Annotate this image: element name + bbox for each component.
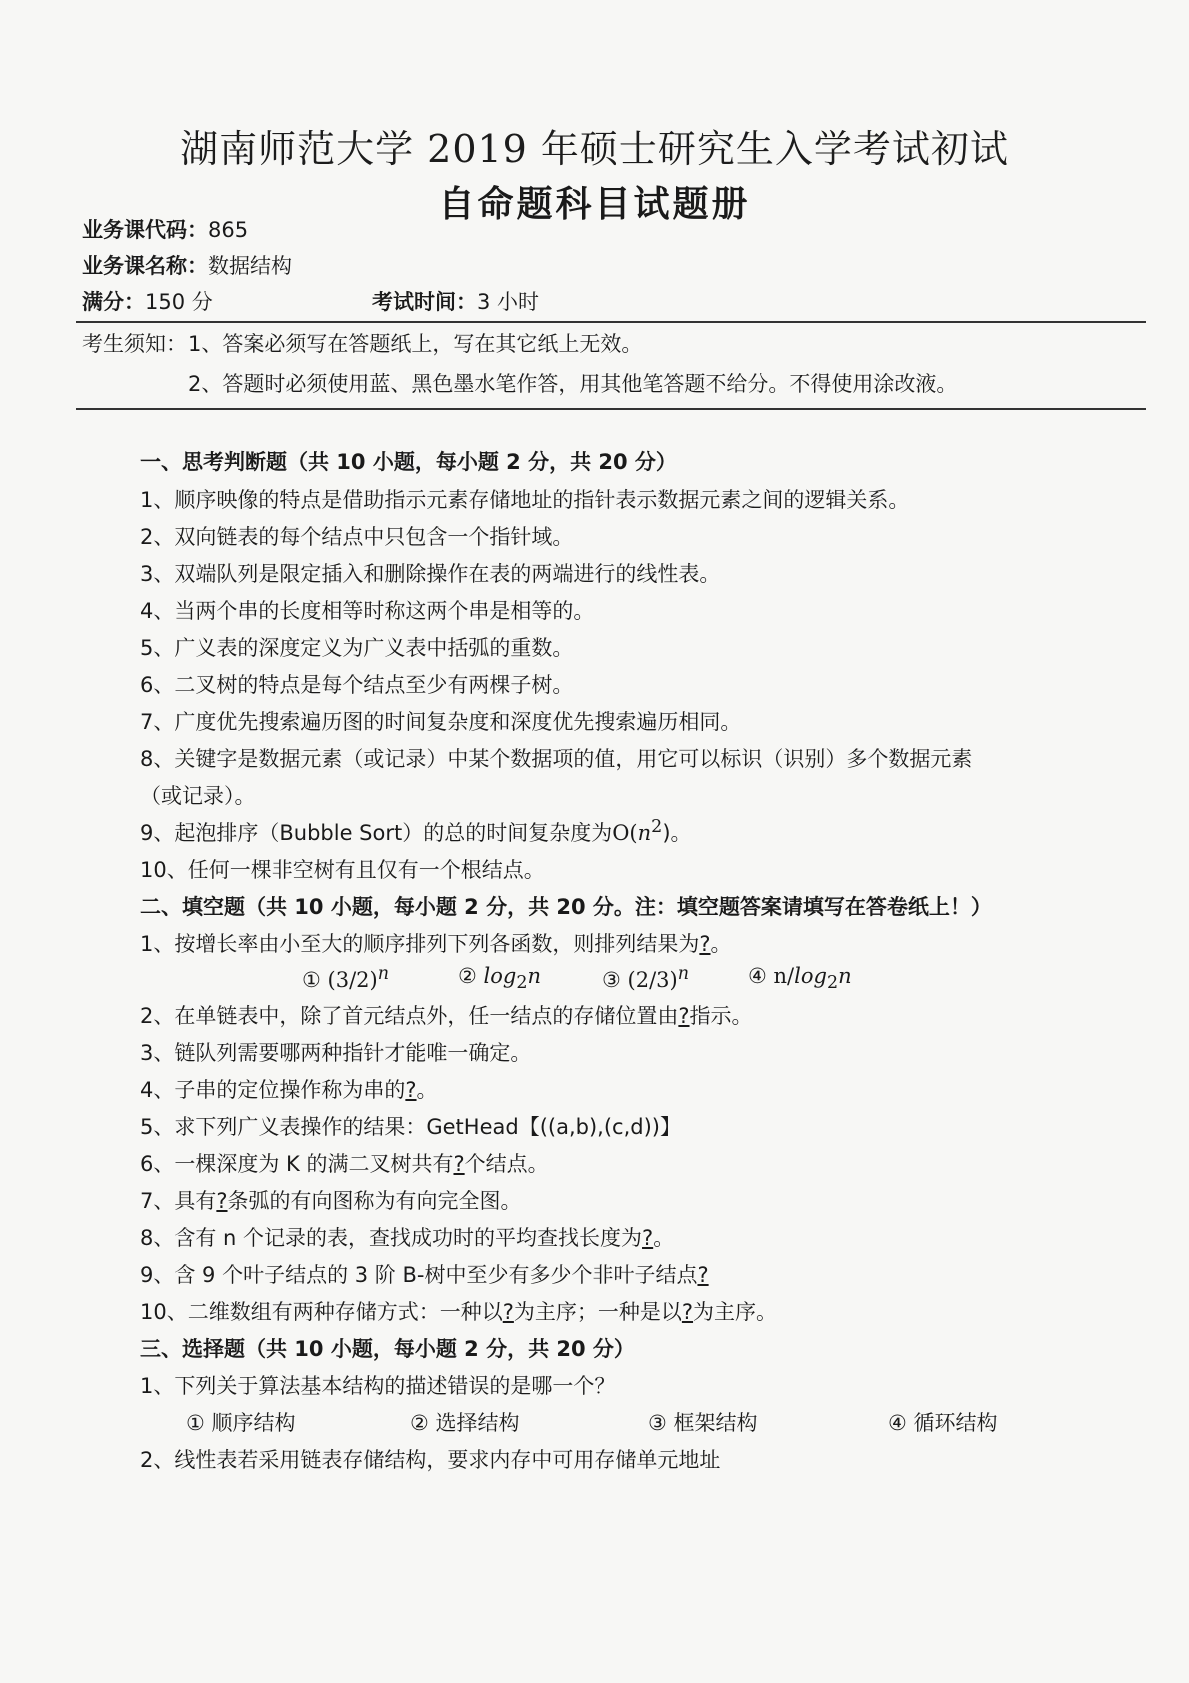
course-code-label: 业务课代码： <box>82 218 208 242</box>
s1-question-10: 10、任何一棵非空树有且仅有一个根结点。 <box>140 858 545 882</box>
s2-question-2 <box>140 1000 753 1030</box>
s1-question-1: 1、顺序映像的特点是借助指示元素存储地址的指针表示数据元素之间的逻辑关系。 <box>140 488 910 512</box>
s1-question-8: 8、关键字是数据元素（或记录）中某个数据项的值，用它可以标识（识别）多个数据元素 <box>140 747 973 771</box>
exam-time <box>372 286 539 316</box>
s2-q8-end: 。 <box>653 1226 675 1250</box>
s2-o2-log: log <box>483 964 517 988</box>
s2-q2-end: 指示。 <box>689 1004 753 1028</box>
s1-question-6: 6、二叉树的特点是每个结点至少有两棵子树。 <box>140 673 574 697</box>
exam-subtitle: 自命题科目试题册 <box>438 184 751 225</box>
course-code-value: 865 <box>208 218 249 242</box>
s2-q2-blank: ? <box>678 1004 690 1028</box>
course-name-value: 数据结构 <box>208 254 292 278</box>
s2-question-3: 3、链队列需要哪两种指针才能唯一确定。 <box>140 1041 532 1065</box>
s2-q1-end: 。 <box>710 932 732 956</box>
s2-q10-mid: 为主序；一种是以 <box>513 1300 682 1324</box>
s3-q1-option-2: ② 选择结构 <box>410 1411 520 1435</box>
s1-q9-exp: 2 <box>651 817 663 837</box>
s2-o3-exp: n <box>677 964 689 984</box>
s1-question-7: 7、广度优先搜索遍历图的时间复杂度和深度优先搜索遍历相同。 <box>140 710 742 734</box>
s1-question-3: 3、双端队列是限定插入和删除操作在表的两端进行的线性表。 <box>140 562 721 586</box>
exam-title: 湖南师范大学 2019 年硕士研究生入学考试初试 <box>180 127 1009 171</box>
s2-q10-end: 为主序。 <box>693 1300 778 1324</box>
s1-question-2: 2、双向链表的每个结点中只包含一个指针域。 <box>140 525 574 549</box>
s1-q9-text: 9、起泡排序（Bubble Sort）的总的时间复杂度为 <box>140 821 613 845</box>
full-score-value: 150 分 <box>145 290 213 314</box>
exam-time-label: 考试时间： <box>372 290 477 314</box>
s2-q7-blank: ? <box>216 1189 228 1213</box>
s3-question-2: 2、线性表若采用链表存储结构，要求内存中可用存储单元地址 <box>140 1448 721 1472</box>
s2-q1-text: 1、按增长率由小至大的顺序排列下列各函数，则排列结果为 <box>140 932 700 956</box>
section-3-title: 三、选择题（共 10 小题，每小题 2 分，共 20 分） <box>140 1337 635 1361</box>
s2-q6-end: 个结点。 <box>464 1152 549 1176</box>
full-score-label: 满分： <box>82 290 145 314</box>
s2-question-9 <box>140 1259 709 1289</box>
notice-label: 考生须知： <box>82 332 187 356</box>
s2-question-8 <box>140 1222 674 1252</box>
course-name <box>82 250 292 280</box>
section-2-title: 二、填空题（共 10 小题，每小题 2 分，共 20 分。注：填空题答案请填写在答卷纸上！） <box>140 895 992 919</box>
s2-o4-log: log <box>794 964 827 988</box>
s2-q2-text: 2、在单链表中，除了首元结点外，任一结点的存储位置由 <box>140 1004 679 1028</box>
s2-q4-end: 。 <box>416 1078 438 1102</box>
s2-o1-mark: ① <box>302 968 321 992</box>
s1-q9-end: )。 <box>662 821 692 845</box>
s2-question-7 <box>140 1185 522 1215</box>
s3-q1-option-1: ① 顺序结构 <box>186 1411 296 1435</box>
s2-question-6 <box>140 1148 549 1178</box>
s2-o3-base: (2/3) <box>627 968 678 992</box>
s2-o1-exp: n <box>377 964 389 984</box>
s2-o2-sub: 2 <box>516 973 528 994</box>
s1-question-5: 5、广义表的深度定义为广义表中括弧的重数。 <box>140 636 574 660</box>
course-name-label: 业务课名称： <box>82 254 208 278</box>
s2-q7-end: 条弧的有向图称为有向完全图。 <box>227 1189 522 1213</box>
s2-o1-base: (3/2) <box>327 968 378 992</box>
s1-question-9 <box>140 817 692 847</box>
exam-time-value: 3 小时 <box>477 290 540 314</box>
section-1-title: 一、思考判断题（共 10 小题，每小题 2 分，共 20 分） <box>140 450 677 474</box>
s2-question-10 <box>140 1296 777 1326</box>
s2-q8-text: 8、含有 n 个记录的表，查找成功时的平均查找长度为 <box>140 1226 643 1250</box>
s2-q6-text: 6、一棵深度为 K 的满二叉树共有 <box>140 1152 454 1176</box>
s2-q6-blank: ? <box>453 1152 465 1176</box>
s3-question-1: 1、下列关于算法基本结构的描述错误的是哪一个？ <box>140 1374 616 1398</box>
s2-q1-option-3 <box>602 964 689 992</box>
s1-q9-n: n <box>637 821 652 845</box>
s2-question-1 <box>140 928 732 958</box>
s2-q4-text: 4、子串的定位操作称为串的 <box>140 1078 406 1102</box>
s2-o4-mark: ④ <box>748 964 767 988</box>
s2-q7-text: 7、具有 <box>140 1189 217 1213</box>
s2-q1-option-1 <box>302 964 389 992</box>
s2-question-4 <box>140 1074 438 1104</box>
s2-o2-n: n <box>527 964 541 988</box>
s1-question-8-cont: （或记录）。 <box>140 784 256 808</box>
s2-q10-blank-1: ? <box>502 1300 514 1324</box>
s2-question-5: 5、求下列广义表操作的结果：GetHead【((a,b),(c,d))】 <box>140 1115 681 1139</box>
divider-bottom <box>76 408 1146 410</box>
s2-o4-pre: n/ <box>773 964 795 988</box>
s2-q9-blank: ? <box>697 1263 709 1287</box>
s2-q1-option-4 <box>748 964 852 993</box>
s2-q8-blank: ? <box>642 1226 654 1250</box>
s3-q1-option-4: ④ 循环结构 <box>888 1411 998 1435</box>
s2-q1-blank: ? <box>699 932 711 956</box>
full-score <box>82 286 213 316</box>
s2-q10-text: 10、二维数组有两种存储方式：一种以 <box>140 1300 503 1324</box>
divider-top <box>76 321 1146 323</box>
notice-item-2: 2、答题时必须使用蓝、黑色墨水笔作答，用其他笔答题不给分。不得使用涂改液。 <box>188 372 958 396</box>
s1-q9-formula <box>612 817 663 845</box>
s2-q4-blank: ? <box>405 1078 417 1102</box>
course-code <box>82 214 248 244</box>
s2-o4-n: n <box>838 964 852 988</box>
s2-q10-blank-2: ? <box>681 1300 694 1324</box>
s2-o2-mark: ② <box>458 964 477 988</box>
s2-o3-mark: ③ <box>602 968 621 992</box>
notice-item-1: 1、答案必须写在答题纸上，写在其它纸上无效。 <box>188 332 643 356</box>
s2-q9-text: 9、含 9 个叶子结点的 3 阶 B-树中至少有多少个非叶子结点 <box>140 1263 698 1287</box>
s2-o4-sub: 2 <box>826 973 839 994</box>
s3-q1-option-3: ③ 框架结构 <box>648 1411 758 1435</box>
s2-q1-option-2 <box>458 964 541 993</box>
s1-q9-o: O( <box>612 821 638 845</box>
s1-question-4: 4、当两个串的长度相等时称这两个串是相等的。 <box>140 599 595 623</box>
